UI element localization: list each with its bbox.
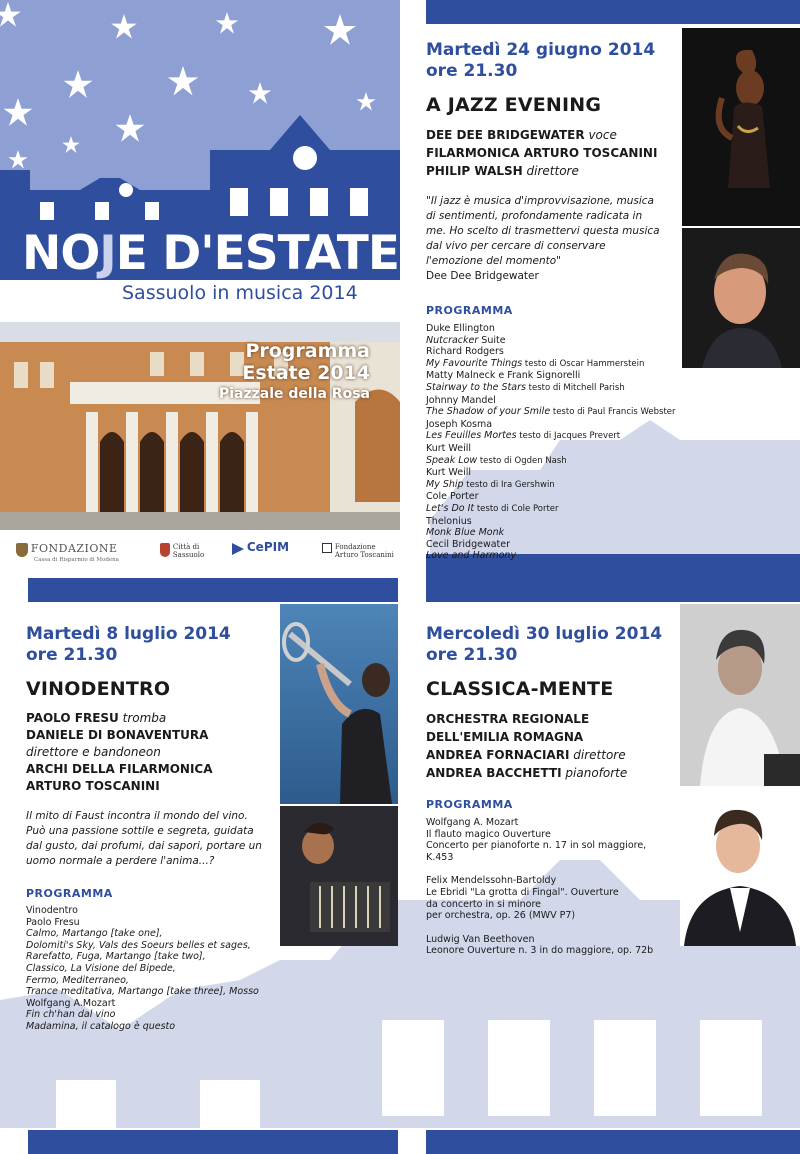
program-title: My Ship: [426, 478, 464, 490]
event2-time: ore 21.30: [26, 645, 118, 665]
event3-program-group3: [426, 934, 676, 957]
program-line: Duke Ellington: [426, 323, 495, 334]
cepim-name: CePIM: [246, 540, 290, 554]
cover-program-line1: Programma: [245, 340, 370, 362]
event3-time: ore 21.30: [426, 645, 518, 665]
program-line: Le Ebridi "La grotta di Fingal". Ouverture: [426, 886, 619, 898]
program-line: Concerto per pianoforte n. 17 in sol maggiore, K.453: [426, 840, 647, 863]
program-line: Dolomiti's Sky, Vals des Soeurs belles et sages,: [26, 939, 251, 951]
program-line: Cecil Bridgewater: [426, 538, 511, 550]
event3-perf4-role: pianoforte: [565, 766, 628, 780]
program-credit: testo di Ira Gershwin: [463, 479, 555, 490]
program-line: [426, 406, 676, 419]
program-line: Il flauto magico Ouverture: [426, 828, 551, 840]
event3-perf3-name: ANDREA FORNACIARI: [426, 748, 570, 762]
program-line: Thelonius: [426, 515, 472, 527]
program-line: per orchestra, op. 26 (MWV P7): [426, 910, 576, 922]
program-line: Monk Blue Monk: [426, 527, 505, 539]
program-line: Richard Rodgers: [426, 346, 504, 358]
event3-program-heading: PROGRAMMA: [426, 798, 513, 811]
paolo-fresu-photo: [280, 604, 398, 804]
program-line: Ludwig Van Beethoven: [426, 933, 535, 945]
program-line: Matty Malneck e Frank Signorelli: [426, 370, 581, 382]
cover-title-part2: E D'ESTATE: [115, 226, 399, 281]
event2-performers: [26, 710, 276, 795]
program-line: Love and Harmony: [426, 550, 517, 562]
program-line: Leonore Ouverture n. 3 in do maggiore, op. 72b: [426, 945, 654, 957]
program-line: Kurt Weill: [426, 467, 472, 479]
event3-program: [426, 817, 676, 957]
andrea-fornaciari-photo: [680, 604, 800, 786]
program-line: Madamina, il catalogo è questo: [26, 1020, 176, 1032]
program-line: [426, 455, 676, 468]
program-title: Speak Low: [426, 454, 478, 466]
event1-time: ore 21.30: [426, 61, 518, 81]
event1-panel: [426, 40, 676, 562]
program-title: Nutcracker: [426, 334, 479, 346]
program-line: Fermo, Mediterraneo,: [26, 974, 129, 986]
citta-label2: Sassuolo: [172, 551, 205, 559]
event1-date: Martedì 24 giugno 2014: [426, 40, 656, 60]
dee-dee-photo: [682, 28, 800, 226]
program-credit: Suite: [478, 334, 506, 346]
event2-title: VINODENTRO: [26, 678, 171, 700]
program-line: [426, 479, 676, 492]
event1-program-list: [426, 323, 676, 562]
cover-title-part1: NO: [22, 226, 100, 281]
program-title: My Favourite Things: [426, 357, 523, 369]
event3-perf3-role: direttore: [573, 748, 626, 762]
program-title: The Shadow of your Smile: [426, 406, 551, 418]
program-line: Wolfgang A.Mozart: [26, 997, 116, 1009]
event3-panel: [426, 624, 676, 957]
bottom-right-bar: [426, 1130, 800, 1154]
event3-perf4-name: ANDREA BACCHETTI: [426, 766, 562, 780]
philip-walsh-photo: [682, 228, 800, 368]
event3-perf2-name: DELL'EMILIA ROMAGNA: [426, 730, 584, 744]
program-line: [426, 335, 676, 347]
event3-date: Mercoledì 30 luglio 2014: [426, 624, 663, 644]
toscanini-label2: Arturo Toscanini: [334, 551, 394, 559]
program-line: Cole Porter: [426, 491, 479, 503]
program-title: Let's Do It: [426, 502, 475, 514]
event3-perf1-name: ORCHESTRA REGIONALE: [426, 712, 590, 726]
event1-perf1-role: voce: [588, 128, 617, 142]
program-line: Felix Mendelssohn-Bartoldy: [426, 875, 557, 887]
program-line: da concerto in si minore: [426, 898, 542, 910]
program-line: Trance meditativa, Martango [take three], Mosso: [26, 986, 259, 998]
event2-quote: Il mito di Faust incontra il mondo del vino. Può una passione sottile e segreta, guidata dal gusto, dai profumi, dai sapori, portare un uomo normale a perdere l'anima...?: [26, 810, 262, 867]
event3-title: CLASSICA-MENTE: [426, 678, 614, 700]
event2-perf1-role: tromba: [122, 711, 167, 725]
event1-title: A JAZZ EVENING: [426, 94, 602, 116]
program-credit: testo di Cole Porter: [474, 503, 559, 514]
mid-right-bar2: [426, 578, 800, 602]
program-line: Vinodentro: [26, 905, 78, 916]
toscanini-label: Fondazione: [334, 543, 376, 551]
program-line: [426, 382, 676, 395]
daniele-di-bonaventura-photo: [280, 806, 398, 946]
program-line: [426, 503, 676, 516]
event1-quote-author: Dee Dee Bridgewater: [426, 270, 539, 282]
program-line: [426, 358, 676, 371]
fondazione-sub: Cassa di Risparmio di Modena: [34, 556, 119, 563]
cover-program-line2: Estate 2014: [242, 362, 370, 384]
event2-program-heading: PROGRAMMA: [26, 887, 113, 900]
event1-perf3-role: direttore: [526, 164, 579, 178]
program-line: Classico, La Visione del Bipede,: [26, 962, 176, 974]
event2-perf2-name: DANIELE DI BONAVENTURA: [26, 728, 209, 742]
program-line: Kurt Weill: [426, 442, 472, 454]
program-line: Joseph Kosma: [426, 418, 493, 430]
program-credit: testo di Oscar Hammerstein: [522, 358, 645, 369]
fondazione-name: FONDAZIONE: [30, 542, 118, 555]
event1-perf1-name: DEE DEE BRIDGEWATER: [426, 128, 585, 142]
event2-perf4-name: ARTURO TOSCANINI: [26, 779, 160, 793]
andrea-bacchetti-photo: [680, 792, 800, 946]
program-line: Wolfgang A. Mozart: [426, 817, 519, 828]
event3-performers: [426, 710, 676, 782]
program-line: Johnny Mandel: [426, 394, 496, 406]
citta-label: Città di: [172, 543, 200, 551]
program-title: Stairway to the Stars: [426, 381, 526, 393]
program-line: Fin ch'han dal vino: [26, 1009, 116, 1021]
event1-quote: "Il jazz è musica d'improvvisazione, musica di sentimenti, profondamente radicata in me. Ho scelto di trasmettervi questa musica dal vivo per cercare di conservare l'emozione del momento": [426, 195, 660, 267]
bottom-left-bar: [28, 1130, 398, 1154]
event1-performers: [426, 126, 676, 180]
event2-program-list: [26, 905, 276, 1033]
event1-program-heading: PROGRAMMA: [426, 304, 513, 317]
event2-panel: [26, 624, 276, 1033]
program-title: Les Feuilles Mortes: [426, 430, 517, 442]
event1-perf2-name: FILARMONICA ARTURO TOSCANINI: [426, 146, 658, 160]
event2-perf2-role: direttore e bandoneon: [26, 745, 161, 759]
program-line: Calmo, Martango [take one],: [26, 928, 163, 940]
program-line: Rarefatto, Fuga, Martango [take two],: [26, 951, 206, 963]
event3-program-group1: [426, 817, 676, 863]
cover-subtitle: Sassuolo in musica 2014: [122, 282, 358, 304]
cover-program-line3: Piazzale della Rosa: [218, 386, 370, 402]
event2-perf3-name: ARCHI DELLA FILARMONICA: [26, 762, 213, 776]
music-note-icon: J: [99, 226, 116, 281]
top-right-bar: [426, 0, 800, 24]
program-credit: testo di Paul Francis Webster: [550, 407, 676, 418]
program-line: [426, 430, 676, 443]
event3-program-group2: [426, 875, 676, 921]
program-credit: testo di Jacques Prevert: [516, 431, 621, 442]
program-credit: testo di Ogden Nash: [477, 455, 567, 466]
program-line: Paolo Fresu: [26, 916, 80, 928]
event2-date: Martedì 8 luglio 2014: [26, 624, 231, 644]
event2-perf1-name: PAOLO FRESU: [26, 711, 119, 725]
event1-perf3-name: PHILIP WALSH: [426, 164, 523, 178]
mid-left-bar: [28, 578, 398, 602]
program-credit: testo di Mitchell Parish: [525, 382, 625, 393]
